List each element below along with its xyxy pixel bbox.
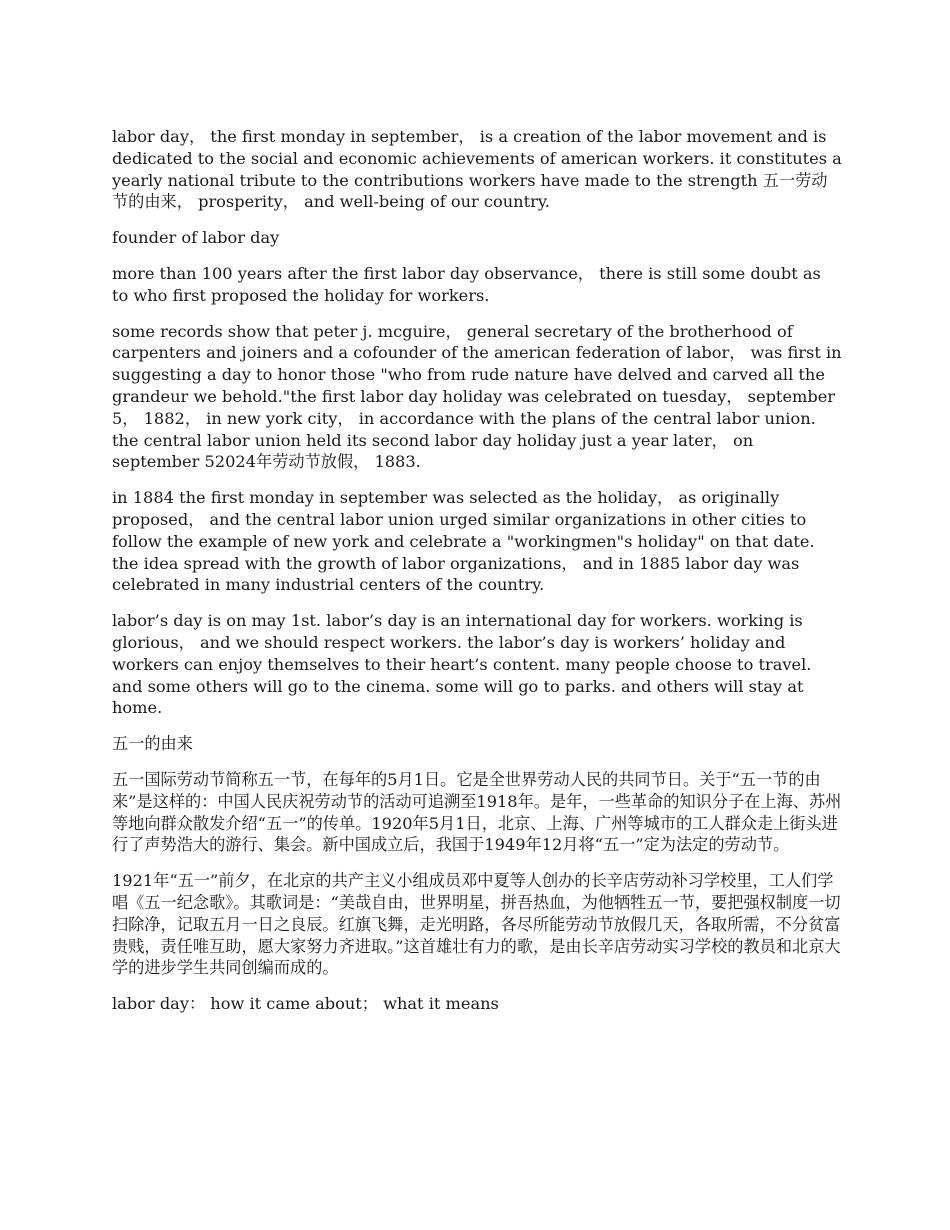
heading-founder-of-labor-day: founder of labor day [112, 228, 280, 248]
paragraph-1884: in 1884 the first monday in september was selected as the holiday， as originally proposed， and the central labor union urged similar organizations in other cities to follow the example of new york and celebrate a "workingmen"s holiday" on that date. the idea spread with the growth of labor organizations， and in 1885 labor day was celebrated in many industrial centers of the country. [112, 488, 815, 595]
heading-how-it-came-about: labor day： how it came about； what it means [112, 994, 499, 1014]
paragraph-may-first: labor’s day is on may 1st. labor’s day is an international day for workers. working is glorious， and we should respect workers. the labor’s day is workers’ holiday and workers can enjoy themselves to their heart’s content. many people choose to travel. and some others will go to the cinema. some will go to parks. and others will stay at home. [112, 611, 812, 718]
paragraph-1921-song: 1921年“五一”前夕，在北京的共产主义小组成员邓中夏等人创办的长辛店劳动补习学校里，工人们学唱《五一纪念歌》。其歌词是：“美哉自由，世界明星，拼吾热血，为他牺牲五一节，要把强权制度一切扫除净，记取五月一日之良辰。红旗飞舞，走光明路，各尽所能劳动节放假几天，各取所需，不分贫富贵贱，责任唯互助，愿大家努力齐进取。”这首雄壮有力的歌，是由长辛店劳动实习学校的教员和北京大学的进步学生共同创编而成的。 [112, 871, 841, 978]
heading-origin-of-may-day: 五一的由来 [112, 734, 193, 754]
document-body [112, 126, 842, 1029]
paragraph-doubt: more than 100 years after the first labor day observance， there is still some doubt as to who first proposed the holiday for workers. [112, 263, 821, 305]
paragraph-intro: labor day， the first monday in september， is a creation of the labor movement and is dedicated to the social and economic achievements of american workers. it constitutes a yearly national tribute to the contributions workers have made to the strength 五一劳动节的由来， prosperity， and well-being of our country. [112, 127, 842, 212]
paragraph-mcguire: some records show that peter j. mcguire， general secretary of the brotherhood of carpenters and joiners and a cofounder of the american federation of labor， was first in suggesting a day to honor those "who from rude nature have delved and carved all the grandeur we behold."the first labor day holiday was celebrated on tuesday， september 5， 1882， in new york city， in accordance with the plans of the central labor union. the central labor union held its second labor day holiday just a year later， on september 52024年劳动节放假， 1883. [112, 321, 842, 472]
paragraph-may-day-history: 五一国际劳动节简称五一节，在每年的5月1日。它是全世界劳动人民的共同节日。关于“五一节的由来”是这样的：中国人民庆祝劳动节的活动可追溯至1918年。是年，一些革命的知识分子在上海、苏州等地向群众散发介绍“五一”的传单。1920年5月1日，北京、上海、广州等城市的工人群众走上街头进行了声势浩大的游行、集会。新中国成立后，我国于1949年12月将“五一”定为法定的劳动节。 [112, 769, 842, 855]
